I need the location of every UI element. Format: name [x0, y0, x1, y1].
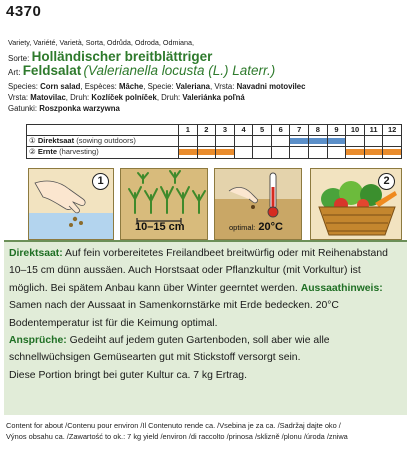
calendar-row-sowing: ① Direktsaat (sowing outdoors): [27, 136, 401, 147]
footer-line-1: Content for about /Contenu pour environ /Il Contenuto rende ca. /Vsebina je za ca. /Sadržaj dajte oko /: [6, 421, 341, 430]
calendar-bar-month-12: [383, 149, 401, 155]
art-label: Art:: [8, 68, 21, 77]
art-line: [8, 63, 275, 78]
calendar-row-harvest: ② Ernte (harvesting): [27, 147, 401, 158]
sorte-label: Sorte:: [8, 54, 30, 63]
direct-sowing-heading: Direktsaat:: [9, 248, 63, 259]
calendar-bar-month-10: [346, 149, 364, 155]
requirements-heading: Ansprüche:: [9, 335, 67, 347]
requirements-paragraph: Ansprüche: Gedeiht auf jedem guten Gartenboden, soll aber wie alle schnellwüchsigen Gemüsearten gut mit Stickstoff versorgt sein.: [9, 335, 330, 364]
names-line-3: Gatunki: Roszponka warzywna: [8, 103, 120, 113]
optimal-label: optimal:: [229, 223, 256, 232]
month-header: 1: [179, 125, 198, 135]
instructions-text: [4, 240, 407, 415]
calendar-bar-month-2: [198, 149, 216, 155]
sowing-calendar: [26, 124, 402, 159]
calendar-bar-month-11: [365, 149, 383, 155]
calendar-bar-month-3: [216, 149, 234, 155]
product-number: 4370: [6, 3, 42, 20]
calendar-bar-month-1: [179, 149, 197, 155]
month-header: 2: [198, 125, 217, 135]
month-header: 4: [235, 125, 254, 135]
calendar-bar-month-9: [328, 138, 346, 144]
month-header: 3: [216, 125, 235, 135]
latin-name: (Valerianella locusta (L.) Laterr.): [83, 63, 276, 78]
month-header: 6: [272, 125, 291, 135]
calendar-bar-month-8: [309, 138, 327, 144]
month-header: 8: [309, 125, 328, 135]
pictogram-row: [28, 168, 402, 240]
species-name: Feldsalat: [22, 63, 82, 78]
month-header: 10: [346, 125, 365, 135]
names-line-2: Vrsta: Matovilac, Druh: Kozlíček polníček, Druh: Valeriánka poľná: [8, 92, 245, 102]
variety-languages: Variety, Variété, Varietà, Sorta, Odrůda, Odroda, Odmiana,: [8, 38, 195, 47]
harvest-label: Ernte: [37, 147, 57, 156]
month-header: 7: [290, 125, 309, 135]
germination-temp-caption: [229, 221, 283, 233]
calendar-bar-month-7: [290, 138, 308, 144]
variety-name: Holländischer breitblättriger: [31, 49, 213, 64]
month-header: 11: [365, 125, 384, 135]
calendar-header-row: [27, 125, 401, 136]
content-footer: [6, 421, 348, 442]
step-2-badge: 2: [378, 173, 395, 190]
row-spacing-caption: 10–15 cm: [135, 221, 185, 233]
month-header: 5: [253, 125, 272, 135]
sorte-line: [8, 49, 212, 64]
sowing-label: Direktsaat: [37, 136, 75, 145]
germination-temp-pictogram: [214, 168, 302, 240]
names-line-1: Species: Corn salad, Espèces: Mâche, Specie: Valeriana, Vrsta: Navadni motovilec: [8, 82, 306, 91]
footer-line-2: Výnos obsahu ca. /Zawartość to ok.: 7 kg yield /environ /di raccolto /prinosa /sklizně /plonu /úroda /zniwa: [6, 431, 348, 441]
row-spacing-pictogram: [120, 168, 208, 240]
sowing-hint-heading: Aussaathinweis:: [300, 282, 383, 294]
sowing-hand-pictogram: [28, 168, 114, 240]
harvest-basket-pictogram: [310, 168, 402, 240]
month-header: 12: [387, 125, 397, 134]
yield-paragraph: Diese Portion bringt bei guter Kultur ca. 7 kg Ertrag.: [9, 369, 247, 381]
species-translations: [8, 82, 305, 114]
direct-sowing-paragraph: Direktsaat: Auf fein vorbereitetes Freilandbeet breitwürfig oder mit Reihenabstand 10–15 cm dünn aussäen. Auch Horstsaat oder Pflanzkultur (mit Vorkultur) ist möglich. Bei spätem Anbau kann über Winter geerntet werden. Aussaathinweis: Samen nach der Aussaat in Samenkornstärke mit Erde bedecken. 20°C Bodentemperatur ist für die Keimung optimal.: [9, 248, 388, 329]
step-1-badge: 1: [92, 173, 109, 190]
month-header: 9: [328, 125, 347, 135]
optimal-temp: 20°C: [258, 221, 283, 233]
